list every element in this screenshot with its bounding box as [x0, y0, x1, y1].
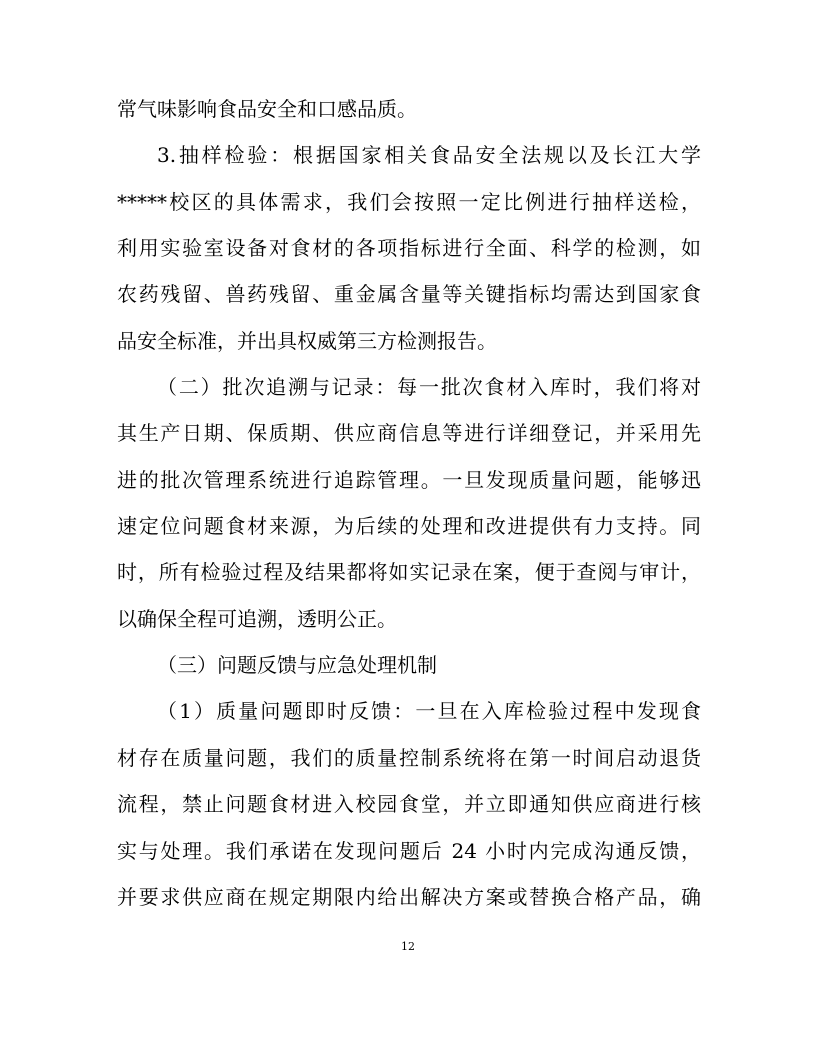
text-line: 3.抽样检验：根据国家相关食品安全法规以及长江大学: [157, 143, 701, 168]
text-line: （二）批次追溯与记录：每一批次食材入库时，我们将对: [157, 375, 701, 400]
text-line: 实与处理。我们承诺在发现问题后 24 小时内完成沟通反馈，: [117, 838, 701, 863]
text-line: 进的批次管理系统进行追踪管理。一旦发现质量问题，能够迅: [117, 467, 701, 492]
text-line: 常气味影响食品安全和口感品质。: [117, 97, 417, 121]
text-line: 其生产日期、保质期、供应商信息等进行详细登记，并采用先: [117, 421, 701, 446]
text-line: 速定位问题食材来源，为后续的处理和改进提供有力支持。同: [117, 514, 701, 539]
text-line: 时，所有检验过程及结果都将如实记录在案，便于查阅与审计，: [117, 560, 701, 585]
document-body: [117, 86, 701, 920]
text-line: 并要求供应商在规定期限内给出解决方案或替换合格产品，确: [117, 884, 701, 909]
text-line: 流程，禁止问题食材进入校园食堂，并立即通知供应商进行核: [117, 792, 701, 817]
page-number: 12: [401, 940, 415, 953]
text-line: 以确保全程可追溯，透明公正。: [117, 606, 397, 631]
text-line: *****校区的具体需求，我们会按照一定比例进行抽样送检，: [117, 189, 701, 214]
section-heading: （三）问题反馈与应急处理机制: [157, 653, 437, 678]
text-line: 利用实验室设备对食材的各项指标进行全面、科学的检测，如: [117, 236, 701, 261]
text-line: 品安全标准，并出具权威第三方检测报告。: [117, 328, 497, 353]
text-line: 农药残留、兽药残留、重金属含量等关键指标均需达到国家食: [117, 282, 701, 307]
text-line: （1）质量问题即时反馈：一旦在入库检验过程中发现食: [157, 699, 701, 724]
text-line: 材存在质量问题，我们的质量控制系统将在第一时间启动退货: [117, 745, 701, 770]
